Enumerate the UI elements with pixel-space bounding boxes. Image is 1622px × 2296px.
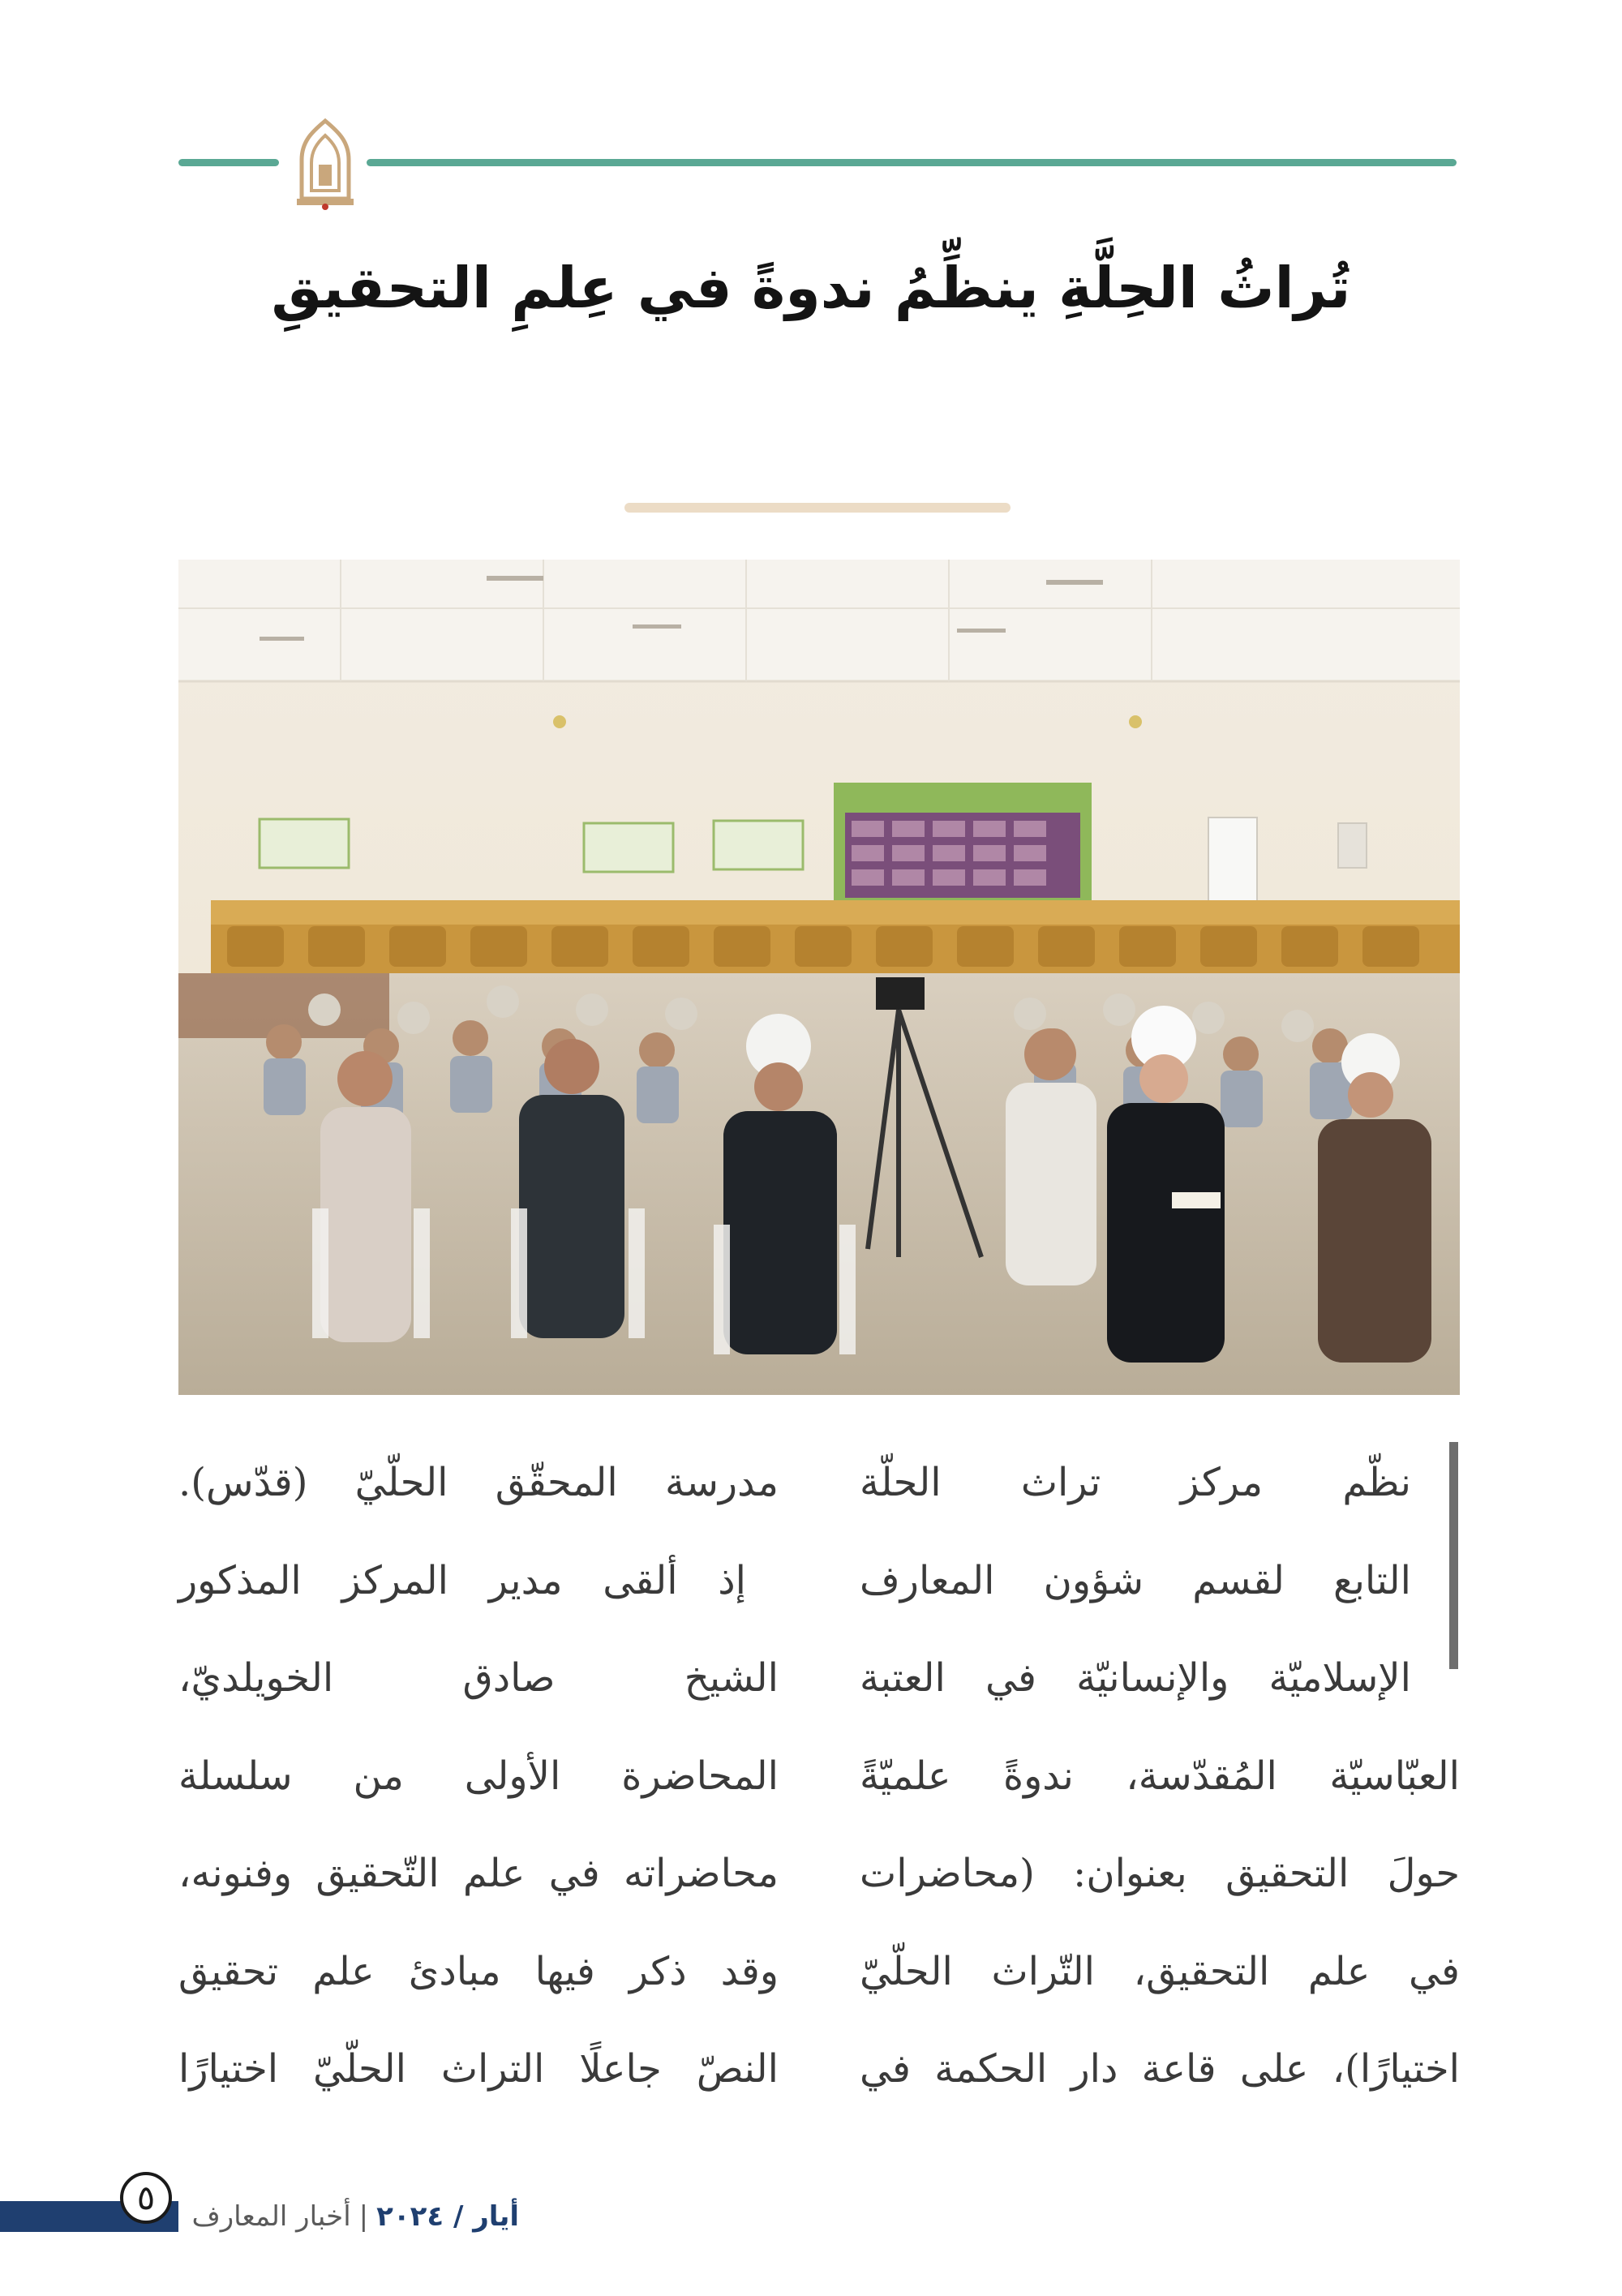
article-line: في علم التحقيق، التّراث الحلّيّ (860, 1948, 1460, 1994)
article-line: المحاضرة الأولى من سلسلة (178, 1753, 779, 1799)
footer-date: أيار / ٢٠٢٤ (376, 2200, 519, 2233)
header-rule-right (367, 159, 1457, 166)
article-line: اختيارًا)، على قاعة دار الحكمة في (860, 2046, 1460, 2092)
article-column-left (178, 1434, 779, 2118)
article-column-right (860, 1434, 1460, 2118)
header-rule-left (178, 159, 279, 166)
seminar-photo (178, 560, 1460, 1395)
article-line: وقد ذكر فيها مبادئ علم تحقيق (178, 1948, 779, 1994)
footer-separator: | (358, 2200, 369, 2233)
article-line: محاضراته في علم التّحقيق وفنونه، (178, 1851, 779, 1896)
page-title: تُراثُ الحِلَّةِ ينظِّمُ ندوةً في عِلمِ التحقيقِ (271, 255, 1351, 321)
article-line: الشيخ صادق الخويلديّ، (178, 1655, 779, 1701)
article-line: نظّم مركز تراث الحلّة (860, 1460, 1411, 1505)
article-line: النصّ جاعلًا التراث الحلّيّ اختيارًا (178, 2046, 779, 2092)
article-line: حولَ التحقيق بعنوان: (محاضرات (860, 1851, 1460, 1896)
footer-masthead (191, 2196, 519, 2237)
article-line: العبّاسيّة المُقدّسة، ندوةً علميّةً (860, 1753, 1460, 1799)
title-underline (624, 503, 1011, 513)
footer-magazine-name: أخبار المعارف (191, 2200, 351, 2233)
article-line: إذ ألقى مدير المركز المذكور (178, 1557, 746, 1603)
article-line: التابع لقسم شؤون المعارف (860, 1557, 1411, 1603)
article-line: مدرسة المحقّق الحلّيّ (قدّس). (178, 1460, 779, 1505)
page-number: ٥ (120, 2172, 172, 2224)
article-line: الإسلاميّة والإنسانيّة في العتبة (860, 1655, 1411, 1701)
shrine-emblem-icon (292, 118, 358, 211)
